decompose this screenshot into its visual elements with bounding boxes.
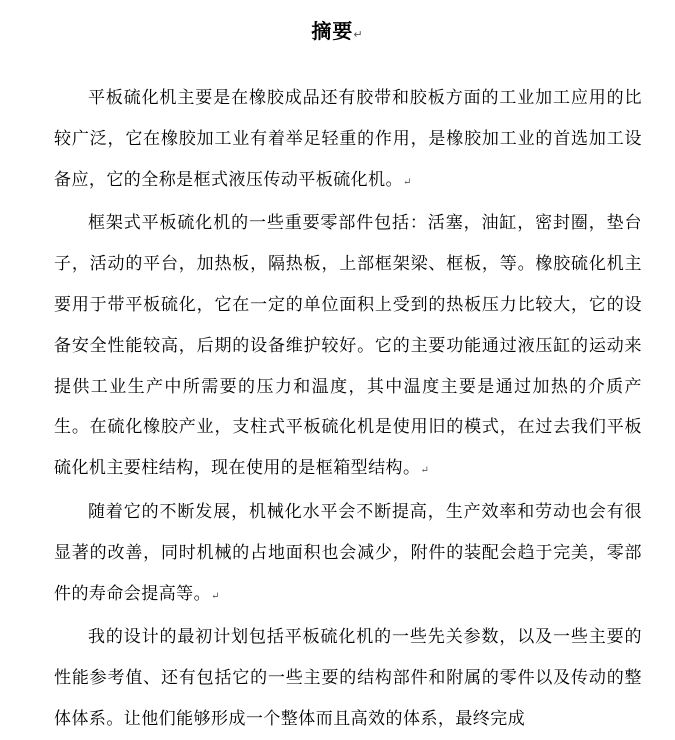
document-title — [0, 16, 675, 50]
paragraph-3 — [54, 492, 642, 617]
title-text: 摘要 — [311, 19, 354, 43]
paragraph-mark-icon: ↵ — [211, 590, 220, 602]
paragraph-2-text: 框架式平板硫化机的一些重要零部件包括：活塞，油缸，密封圈，垫台子，活动的平台，加热板，隔热板，上部框架梁、框板，等。橡胶硫化机主要用于带平板硫化，它在一定的单位面积上受到的热板压力比较大，它的设备安全性能较高，后期的设备维护较好。它的主要功能通过液压缸的运动来提供工业生产中所需要的压力和温度，其中温度主要是通过加热的介质产生。在硫化橡胶产业，支柱式平板硫化机是使用旧的模式，在过去我们平板硫化机主要柱结构，现在使用的是框箱型结构。 — [54, 213, 642, 479]
abstract-body — [54, 78, 642, 740]
paragraph-1-text: 平板硫化机主要是在橡胶成品还有胶带和胶板方面的工业加工应用的比较广泛，它在橡胶加工业有着举足轻重的作用，是橡胶加工业的首选加工设备应，它的全称是框式液压传动平板硫化机。 — [54, 88, 642, 190]
paragraph-2 — [54, 203, 642, 492]
paragraph-1 — [54, 78, 642, 203]
paragraph-4-text: 我的设计的最初计划包括平板硫化机的一些先关参数，以及一些主要的性能参考值、还有包括它的一些主要的结构部件和附属的零件以及传动的整体体系。让他们能够形成一个整体而且高效的体系，最终完成 — [54, 627, 642, 729]
paragraph-mark-icon: ↵ — [420, 465, 429, 477]
paragraph-4 — [54, 617, 642, 739]
paragraph-mark-icon: ↵ — [403, 176, 412, 188]
paragraph-mark-icon: ↵ — [353, 28, 364, 41]
paragraph-3-text: 随着它的不断发展，机械化水平会不断提高，生产效率和劳动也会有很显著的改善，同时机械的占地面积也会减少，附件的装配会趋于完美，零部件的寿命会提高等。 — [54, 501, 642, 604]
